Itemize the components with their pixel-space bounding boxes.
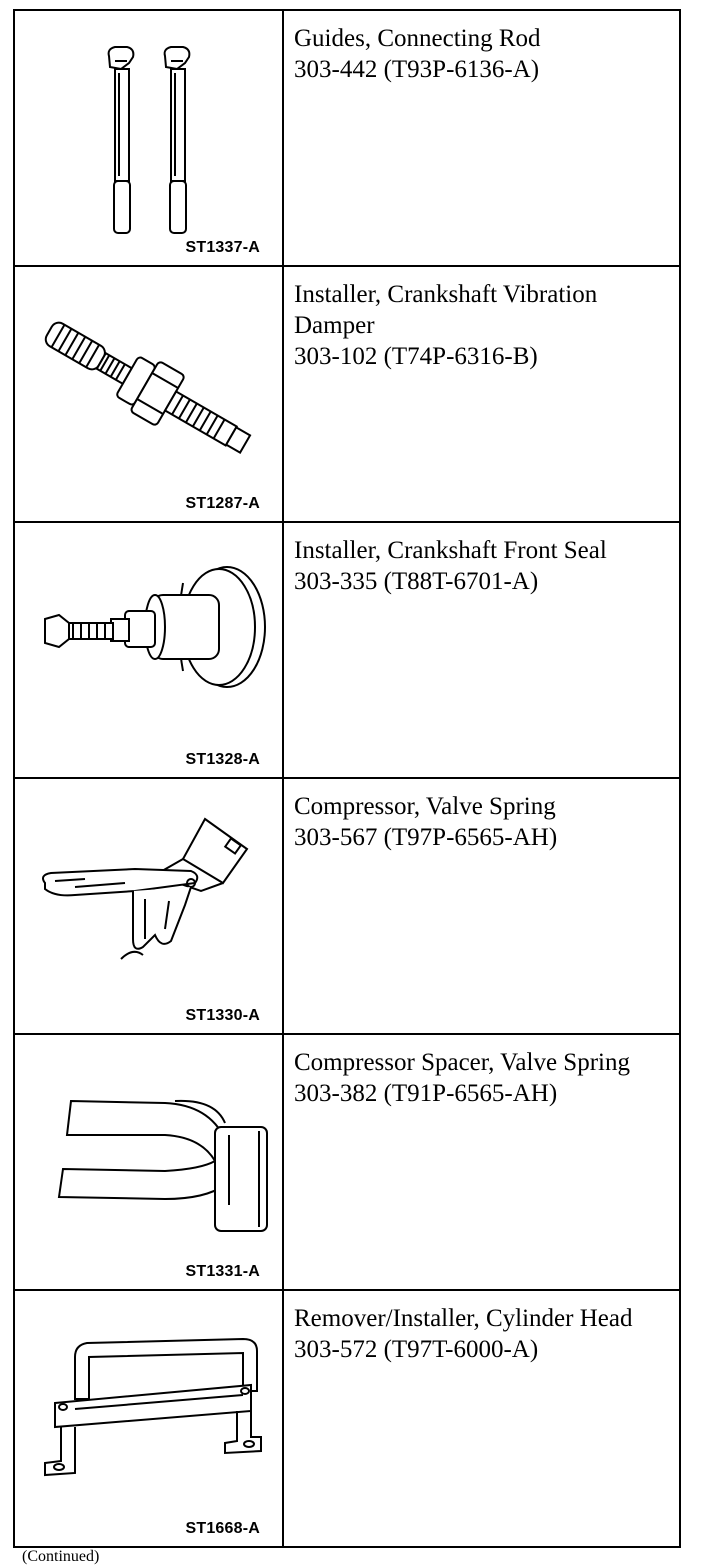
front-seal-installer-icon [15, 523, 282, 777]
tool-illustration-cell [14, 266, 283, 522]
tool-number: 303-572 (T97T-6000-A) [294, 1336, 539, 1363]
tool-illustration-cell [14, 1034, 283, 1290]
tool-number: 303-102 (T74P-6316-B) [294, 343, 538, 370]
tool-illustration-cell [14, 10, 283, 266]
tool-description-cell [283, 1034, 680, 1290]
illustration-code: ST1337-A [185, 239, 260, 256]
table-row [14, 522, 680, 778]
tool-description-cell [283, 266, 680, 522]
table-row [14, 1290, 680, 1547]
illustration-code: ST1287-A [185, 495, 260, 512]
cylinder-head-tool-icon [15, 1291, 282, 1545]
table-row [14, 266, 680, 522]
illustration-code: ST1330-A [185, 1007, 260, 1024]
tool-description-cell [283, 1290, 680, 1547]
tool-number: 303-567 (T97P-6565-AH) [294, 824, 558, 851]
tool-number: 303-335 (T88T-6701-A) [294, 568, 539, 595]
tool-name: Installer, Crankshaft Front Seal [294, 537, 607, 564]
special-tools-table [13, 9, 681, 1548]
tool-description-cell [283, 778, 680, 1034]
tool-illustration-cell [14, 778, 283, 1034]
illustration-code: ST1328-A [185, 751, 260, 768]
valve-spring-compressor-icon [15, 779, 282, 1033]
compressor-spacer-icon [15, 1035, 282, 1289]
tool-name: Compressor, Valve Spring [294, 793, 556, 820]
tool-name: Compressor Spacer, Valve Spring [294, 1049, 630, 1076]
continued-note: (Continued) [22, 1548, 100, 1565]
tool-illustration-cell [14, 522, 283, 778]
tool-number: 303-442 (T93P-6136-A) [294, 56, 540, 83]
vibration-damper-installer-icon [15, 267, 282, 521]
table-row [14, 778, 680, 1034]
illustration-code: ST1668-A [185, 1520, 260, 1537]
table-row [14, 1034, 680, 1290]
tool-description-cell [283, 10, 680, 266]
tool-illustration-cell [14, 1290, 283, 1547]
tool-number: 303-382 (T91P-6565-AH) [294, 1080, 558, 1107]
connecting-rod-guides-icon [15, 11, 282, 265]
tool-description-cell [283, 522, 680, 778]
tool-name: Remover/Installer, Cylinder Head [294, 1305, 633, 1332]
table-row [14, 10, 680, 266]
illustration-code: ST1331-A [185, 1263, 260, 1280]
tool-name: Installer, Crankshaft Vibration Damper [294, 281, 598, 339]
tool-name: Guides, Connecting Rod [294, 25, 541, 52]
